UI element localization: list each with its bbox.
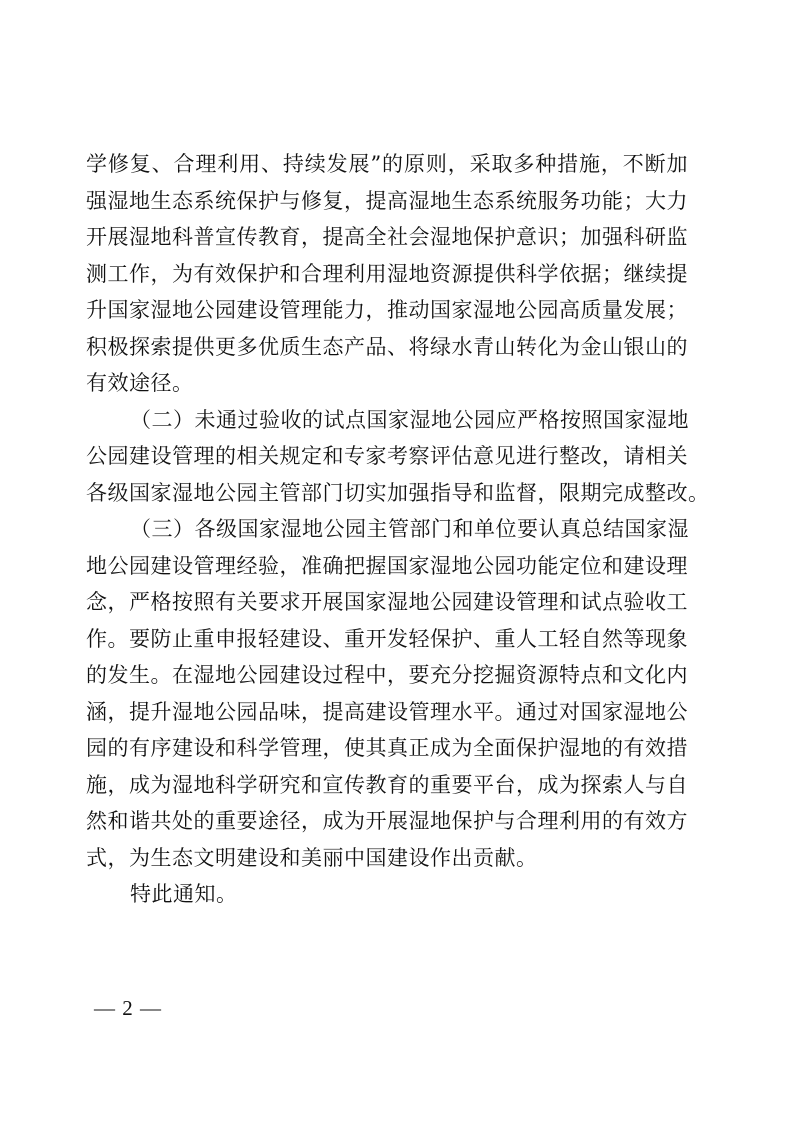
text-line: 升国家湿地公园建设管理能力，推动国家湿地公园高质量发展； — [86, 298, 688, 322]
text-line: 开展湿地科普宣传教育，提高全社会湿地保护意识；加强科研监 — [86, 225, 688, 249]
text-line: 有效途径。 — [86, 371, 194, 395]
text-line: 作。要防止重申报轻建设、重开发轻保护、重人工轻自然等现象 — [86, 626, 688, 651]
text-line: 然和谐共处的重要途径，成为开展湿地保护与合理利用的有效方 — [86, 809, 688, 833]
closing-line: 特此通知。 — [130, 882, 238, 906]
text-line: 地公园建设管理经验，准确把握国家湿地公园功能定位和建设理 — [86, 553, 688, 578]
text-line: 的发生。在湿地公园建设过程中，要充分挖掘资源特点和文化内 — [86, 663, 688, 687]
document-body — [86, 146, 710, 913]
paragraph-heading-2: （二）未通过验收的试点国家湿地公园应严格按照国家湿地 — [130, 407, 689, 432]
text-line: 式，为生态文明建设和美丽中国建设作出贡献。 — [86, 845, 538, 870]
text-line: 测工作，为有效保护和合理利用湿地资源提供科学依据；继续提 — [86, 261, 688, 286]
text-line: 涵，提升湿地公园品味，提高建设管理水平。通过对国家湿地公 — [86, 699, 688, 724]
text-line: 强湿地生态系统保护与修复，提高湿地生态系统服务功能；大力 — [86, 188, 688, 213]
text-line: 念，严格按照有关要求开展国家湿地公园建设管理和试点验收工 — [86, 590, 688, 614]
page-number: — 2 — — [94, 996, 162, 1020]
paragraph-heading-3: （三）各级国家湿地公园主管部门和单位要认真总结国家湿 — [130, 517, 689, 541]
text-line: 积极探索提供更多优质生态产品、将绿水青山转化为金山银山的 — [86, 334, 688, 359]
text-line: 学修复、合理利用、持续发展”的原则，采取多种措施，不断加 — [86, 152, 688, 176]
text-line: 公园建设管理的相关规定和专家考察评估意见进行整改，请相关 — [86, 444, 688, 468]
text-line: 园的有序建设和科学管理，使其真正成为全面保护湿地的有效措 — [86, 736, 688, 760]
text-line: 施，成为湿地科学研究和宣传教育的重要平台，成为探索人与自 — [86, 772, 688, 797]
text-line: 各级国家湿地公园主管部门切实加强指导和监督，限期完成整改。 — [86, 480, 710, 505]
